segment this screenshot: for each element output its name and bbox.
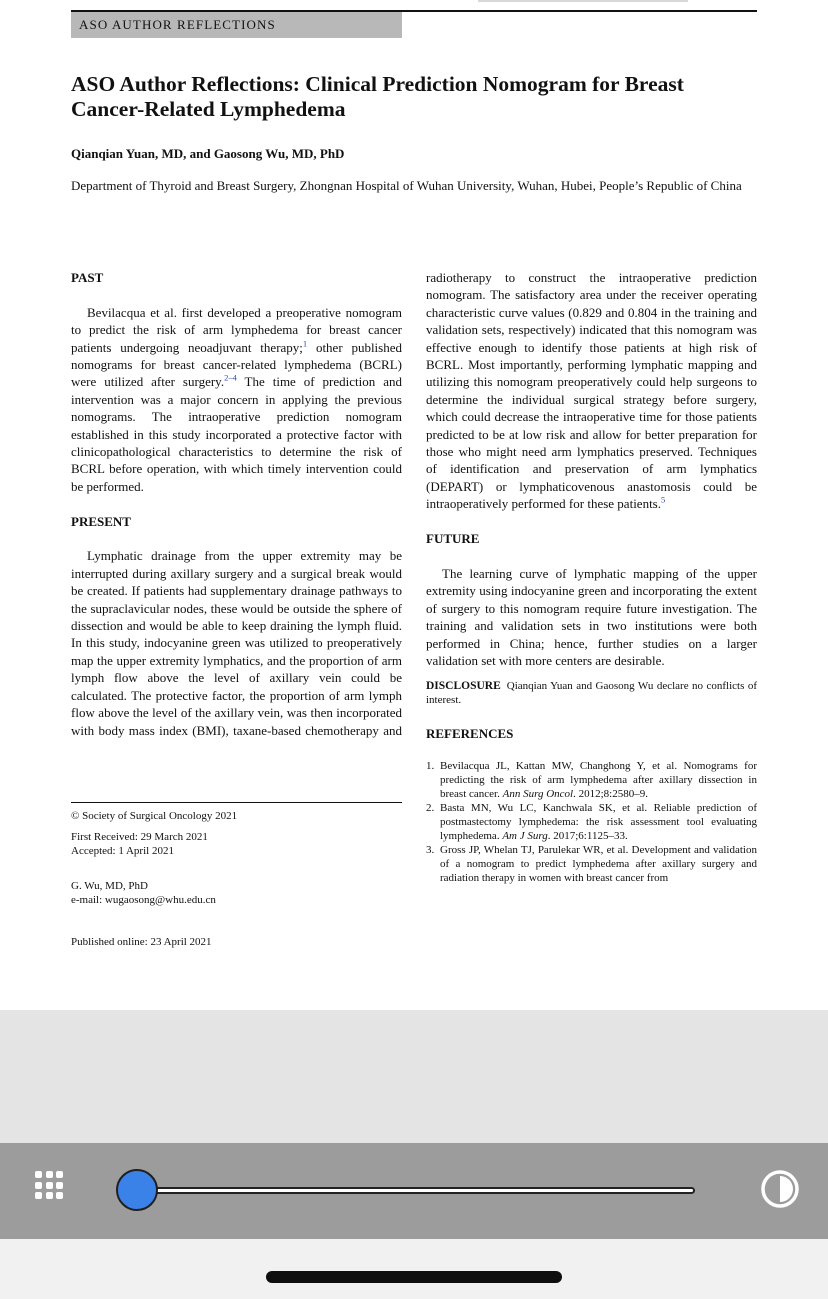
contact-email[interactable]: e-mail: wugaosong@whu.edu.cn xyxy=(71,894,216,906)
reader-toolbar xyxy=(0,1143,828,1239)
reference-list xyxy=(426,759,757,885)
citation-link[interactable]: 2–4 xyxy=(224,373,237,384)
article-title: ASO Author Reflections: Clinical Prediction Nomogram for Breast Cancer-Related Lymphedema xyxy=(71,72,684,121)
accepted-date: Accepted: 1 April 2021 xyxy=(71,845,174,857)
page-slider-track[interactable] xyxy=(137,1187,695,1194)
reference-item: 2. Basta MN, Wu LC, Kanchwala SK, et al. Reliable prediction of postmastectomy lymphedema: the risk assessment tool evaluating lymphedema. Am J Surg. 2017;6:1125–33. xyxy=(426,801,757,842)
references-heading: REFERENCES xyxy=(426,726,514,742)
reference-item: 3. Gross JP, Whelan TJ, Parulekar WR, et al. Development and validation of a nomogram to predict lymphedema after axillary surgery and radiation therapy in women with breast cancer from xyxy=(426,843,757,884)
footnote-rule xyxy=(71,802,402,803)
received-date: First Received: 29 March 2021 xyxy=(71,831,208,843)
present-paragraph-continued: radiotherapy to construct the intraoperative prediction nomogram. The satisfactory area under the receiver operating characteristic curve values (0.829 and 0.804 in the training and validation sets, respectively) indicated that this nomogram was effective enough to identify those patients at high risk of BCRL. Most importantly, performing lymphatic mapping and utilizing this nomogram preoperatively could help surgeons to determine the individual surgical strategy before surgery, which could decrease the intraoperative time for those patients predicted to be at low risk and allow for better preparation for those who might need arm lymphatics preserved. Techniques of identification and preservation of arm lymphatics (DEPART) or lymphaticovenous anastomosis could be intraoperatively performed for these patients.$^5$ xyxy=(426,270,757,512)
present-paragraph: Lymphatic drainage from the upper extremity may be interrupted during axillary surgery and a surgical break would be created. If patients had supplementary drainage pathways to the supraclavicular nodes, these would be outside the sphere of dissection and would be able to keep draining the lymph fluid. In this study, indocyanine green was utilized to preoperatively map the upper extremity lymphatics, and the proportion of arm lymph flow above the level of axillary vein could be calculated. The protective factor, the proportion of arm lymph flow above the level of the axillary vein, was then incorporated with body mass index (BMI), taxane-based chemotherapy and xyxy=(71,548,402,738)
disclosure-label: DISCLOSURE xyxy=(426,680,501,693)
section-banner: ASO AUTHOR REFLECTIONS xyxy=(71,12,402,38)
copyright: © Society of Surgical Oncology 2021 xyxy=(71,810,238,822)
disclosure: DISCLOSURE Qianqian Yuan and Gaosong Wu declare no conflicts of interest. xyxy=(426,680,757,707)
citation-link[interactable]: 1 xyxy=(302,338,308,349)
grid-icon[interactable] xyxy=(35,1171,63,1209)
right-column xyxy=(426,269,757,885)
affiliation: Department of Thyroid and Breast Surgery, Zhongnan Hospital of Wuhan University, Wuhan, Hubei, People’s Republic of China xyxy=(71,178,742,193)
contact-name: G. Wu, MD, PhD xyxy=(71,880,148,892)
contrast-icon[interactable] xyxy=(760,1169,800,1209)
author-list: Qianqian Yuan, MD, and Gaosong Wu, MD, PhD xyxy=(71,146,345,161)
past-paragraph: Bevilacqua et al. first developed a preoperative nomogram to predict the risk of arm lymphedema for breast cancer patients undergoing neoadjuvant therapy;$^1$ other published nomograms for breast cancer-related lymphedema (BCRL) were utilized after surgery.$^{2-4}$ The time of prediction and intervention was a major concern in applying the previous nomograms. The intraoperative prediction nomogram established in this study incorporated a protective factor with clinicopathological characteristics to determine the risk of BCRL before operation, with which timely intervention could be performed. xyxy=(71,304,402,494)
home-indicator[interactable] xyxy=(266,1271,562,1283)
future-heading: FUTURE xyxy=(426,531,480,547)
present-heading: PRESENT xyxy=(71,513,131,529)
page-slider-knob[interactable] xyxy=(116,1169,158,1211)
left-column xyxy=(71,269,402,739)
reference-item: 1. Bevilacqua JL, Kattan MW, Changhong Y, et al. Nomograms for predicting the risk of arm lymphedema after axillary dissection in breast cancer. Ann Surg Oncol. 2012;8:2580–9. xyxy=(426,759,757,800)
running-header-remnant xyxy=(478,0,688,2)
home-bar-area xyxy=(0,1239,828,1299)
future-paragraph: The learning curve of lymphatic mapping of the upper extremity using indocyanine green and incorporating the extent of surgery to this nomogram require future investigation. The training and validation sets in two institutions were both performed in China; hence, further studies on a larger validation set with more centers are desirable. xyxy=(426,565,757,668)
past-heading: PAST xyxy=(71,270,104,285)
published-date: Published online: 23 April 2021 xyxy=(71,936,212,948)
citation-link[interactable]: 5 xyxy=(661,494,666,505)
